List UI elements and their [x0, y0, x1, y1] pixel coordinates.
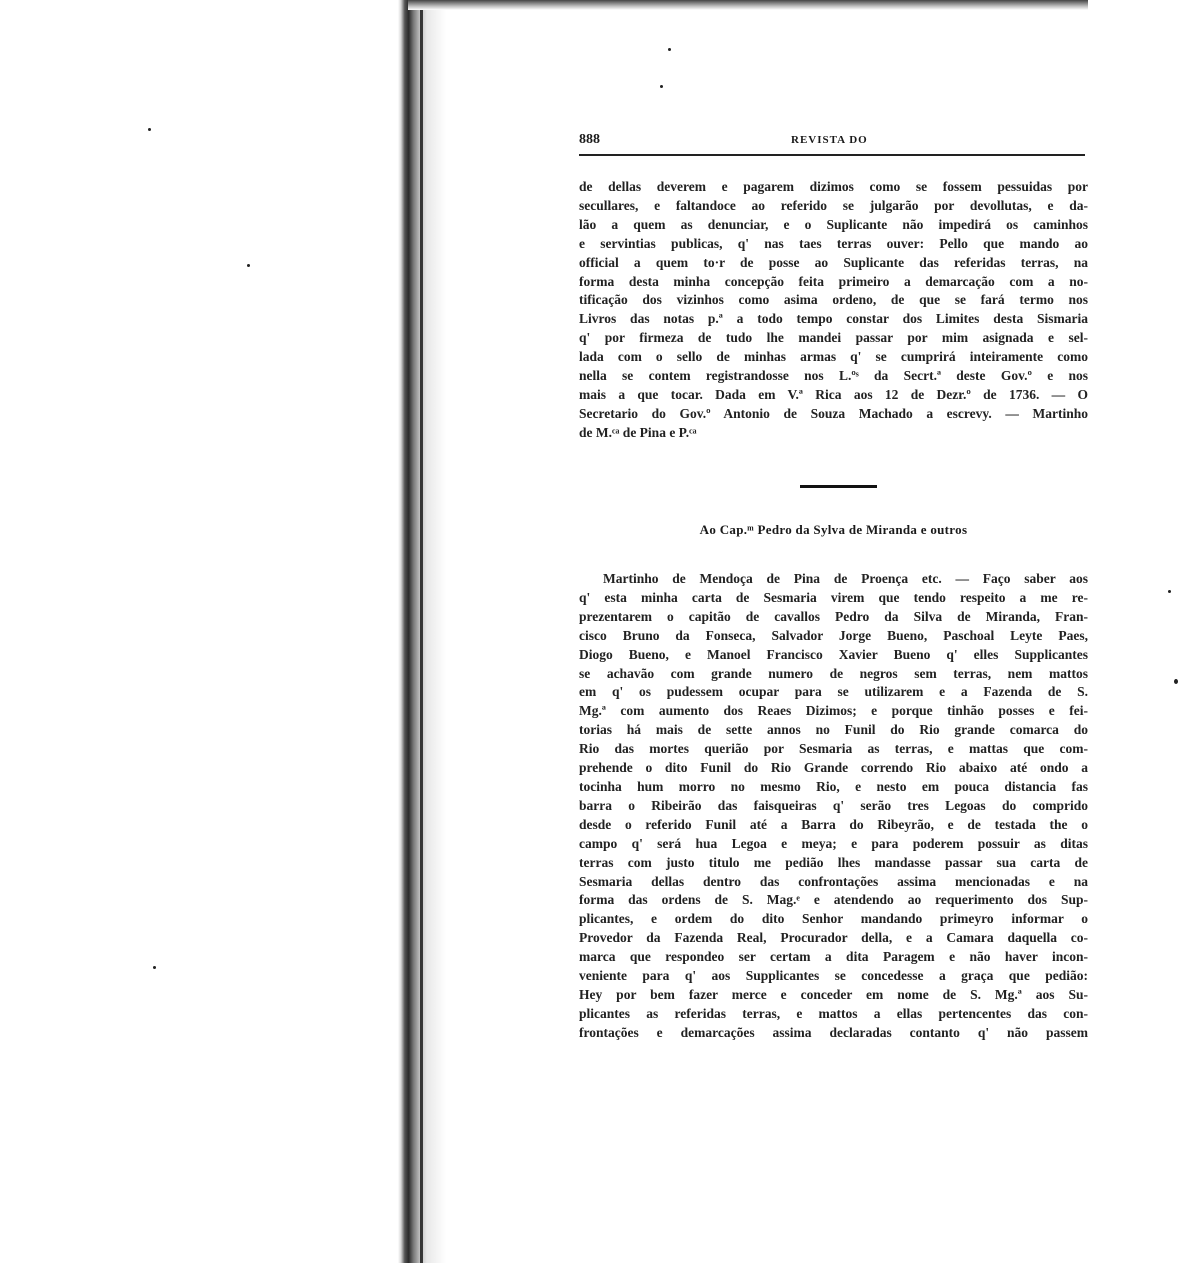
scan-speck [247, 264, 250, 267]
scan-speck [660, 85, 663, 88]
text-line: se achavão com grande numero de negros sem terras, nem mattos [579, 665, 1088, 681]
text-line: de dellas deverem e pagarem dizimos como se fossem pessuidas por [579, 179, 1088, 194]
text-line: plicantes, e ordem do dito Senhor mandando primeyro informar o [579, 911, 1088, 927]
scan-speck [1168, 590, 1171, 593]
gutter-shadow-line [420, 0, 423, 1263]
section-divider [800, 485, 877, 488]
text-line: em q' os pudessem ocupar para se utilizarem e a Fazenda de S. [579, 684, 1088, 700]
text-line: de M.ᶜᵃ de Pina e P.ᶜᵃ [579, 424, 697, 440]
text-line: Sesmaria dellas dentro das confrontações assima mencionadas e na [579, 873, 1088, 889]
text-line: mais a que tocar. Dada em V.ª Rica aos 12 de Dezr.º de 1736. — O [579, 386, 1088, 402]
text-line: veniente para q' aos Supplicantes se concedesse a graça que pedião: [579, 968, 1088, 984]
text-line: Diogo Bueno, e Manoel Francisco Xavier Bueno q' elles Supplicantes [579, 646, 1088, 662]
text-line: cisco Bruno da Fonseca, Salvador Jorge Bueno, Paschoal Leyte Paes, [579, 627, 1088, 643]
text-line: secullares, e faltandoce ao referido se julgarão por devollutas, e da- [579, 197, 1088, 213]
text-line: Livros das notas p.ª a todo tempo constar dos Limites desta Sismaria [579, 311, 1088, 327]
text-line: desde o referido Funil até a Barra do Ribeyrão, e de testada the o [579, 816, 1088, 832]
text-line: Martinho de Mendoça de Pina de Proença etc. — Faço saber aos [603, 571, 1088, 586]
text-line: q' esta minha carta de Sesmaria virem que tendo respeito a me re- [579, 589, 1088, 605]
scan-speck [148, 128, 151, 131]
text-line: e servintias publicas, q' nas taes terras ouver: Pello que mando ao [579, 235, 1088, 251]
text-line: prezentarem o capitão de cavallos Pedro da Silva de Miranda, Fran- [579, 608, 1088, 624]
text-line: forma desta minha concepção feita primeiro a demarcação com a no- [579, 273, 1088, 289]
text-line: lada com o sello de minhas armas q' se cumprirá inteiramente como [579, 349, 1088, 365]
text-line: frontações e demarcações assima declaradas contanto q' não passem [579, 1024, 1088, 1040]
text-line: Hey por bem fazer merce e conceder em nome de S. Mg.ª aos Su- [579, 986, 1088, 1002]
scan-speck [1174, 679, 1178, 684]
text-line: official a quem to·r de posse ao Suplicante das referidas terras, na [579, 254, 1088, 270]
text-line: tocinha hum morro no mesmo Rio, e nesto em pouca distancia fas [579, 778, 1088, 794]
text-line: prehende o dito Funil do Rio Grande correndo Rio abaixo até ondo a [579, 760, 1088, 776]
running-head: REVISTA DO [791, 134, 868, 146]
text-line: terras com justo titulo me pedião lhes mandasse passar sua carta de [579, 854, 1088, 870]
header-rule [579, 154, 1085, 156]
scan-speck [153, 966, 156, 969]
paragraph-continuation [579, 178, 1088, 443]
text-line: Secretario do Gov.º Antonio de Souza Machado a escrevy. — Martinho [579, 405, 1088, 421]
text-line: marca que respondeo ser certam a dita Paragem e não haver incon- [579, 949, 1088, 965]
scan-speck [668, 48, 671, 51]
text-line: tificação dos vizinhos como asima ordeno, de que se fará termo nos [579, 292, 1088, 308]
text-line: Mg.ª com aumento dos Reaes Dizimos; e porque tinhão posses e fei- [579, 703, 1088, 719]
text-line: plicantes as referidas terras, e mattos a ellas pertencentes das con- [579, 1005, 1088, 1021]
text-line: q' por firmeza de tudo lhe mandei passar por mim asignada e sel- [579, 330, 1088, 346]
text-line: lão a quem as denunciar, e o Suplicante não impedirá os caminhos [579, 216, 1088, 232]
page-number: 888 [579, 132, 600, 147]
text-line: nella se contem registrandosse nos L.ºˢ da Secrt.ª deste Gov.º e nos [579, 368, 1088, 384]
text-line: Provedor da Fazenda Real, Procurador della, e a Camara daquella co- [579, 930, 1088, 946]
text-line: forma das ordens de S. Mag.ᵉ e atendendo ao requerimento dos Sup- [579, 892, 1088, 908]
text-line: torias há mais de sette annos no Funil do Rio grande comarca do [579, 722, 1088, 738]
paragraph-main [579, 570, 1088, 1043]
text-line: Rio das mortes querião por Sesmaria as terras, e mattas que com- [579, 741, 1088, 757]
text-line: barra o Ribeirão das faisqueiras q' serão tres Legoas do comprido [579, 797, 1088, 813]
section-heading: Ao Cap.ᵐ Pedro da Sylva de Miranda e outros [699, 522, 968, 537]
text-line: campo q' será hua Legoa e meya; e para poderem possuir as ditas [579, 835, 1088, 851]
page-top-edge-shadow [408, 0, 1088, 10]
page-header [579, 132, 1085, 154]
